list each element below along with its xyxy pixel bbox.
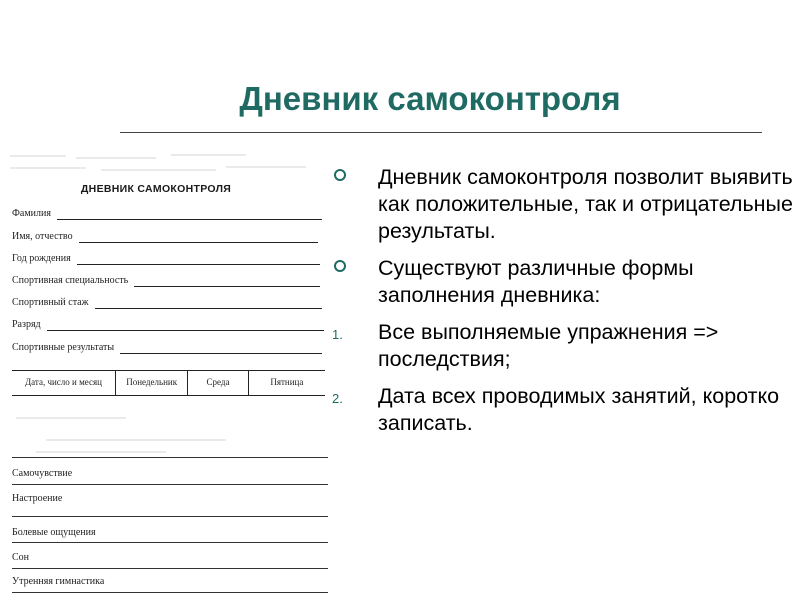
form-field-specialty — [12, 273, 320, 287]
table-header-date: Дата, число и месяц — [12, 371, 116, 395]
form-rule — [12, 457, 328, 458]
table-header-monday: Понедельник — [116, 371, 188, 395]
bullet-text: Все выполняемые упражнения => последствия; — [378, 320, 719, 371]
form-rule — [12, 568, 328, 569]
form-row-label: Самочувствие — [12, 468, 73, 479]
ring-bullet-icon — [334, 260, 346, 272]
form-field-label: Фамилия — [12, 208, 51, 219]
bullet-item — [330, 164, 795, 245]
form-rule — [12, 592, 328, 593]
form-field-line — [47, 319, 324, 331]
form-rule — [12, 516, 328, 517]
form-field-surname — [12, 206, 322, 220]
diary-table-header — [12, 370, 325, 396]
numbered-item — [330, 319, 795, 373]
bullet-item — [330, 255, 795, 309]
form-field-label: Спортивная специальность — [12, 275, 129, 286]
form-field-line — [57, 208, 322, 220]
form-row-label: Настроение — [12, 493, 63, 504]
form-row-label: Болевые ощущения — [12, 527, 96, 538]
table-header-friday: Пятница — [270, 377, 304, 387]
form-rule — [12, 484, 328, 485]
form-field-label: Спортивный стаж — [12, 297, 89, 308]
form-field-results — [12, 340, 322, 354]
diary-form-image — [6, 150, 328, 600]
form-field-experience — [12, 295, 322, 309]
form-field-line — [79, 231, 318, 243]
form-field-birth-year — [12, 251, 320, 265]
form-title: ДНЕВНИК САМОКОНТРОЛЯ — [80, 183, 232, 195]
form-row-label: Утренняя гимнастика — [12, 576, 105, 587]
form-row-label: Сон — [12, 552, 30, 563]
form-field-name — [12, 229, 318, 243]
form-field-label: Спортивные результаты — [12, 342, 115, 353]
ring-bullet-icon — [334, 169, 346, 181]
form-field-line — [77, 253, 320, 265]
form-field-label: Год рождения — [12, 253, 71, 264]
form-field-label: Имя, отчество — [12, 231, 73, 242]
form-field-line — [134, 275, 320, 287]
item-number: 1. — [332, 327, 343, 342]
slide-title: Дневник самоконтроля — [239, 80, 621, 117]
bullet-text: Дата всех проводимых занятий, коротко записать. — [378, 384, 780, 435]
bullet-text: Существуют различные формы заполнения дневника: — [378, 256, 694, 307]
item-number: 2. — [332, 391, 343, 406]
bullet-list — [330, 164, 795, 447]
title-divider — [120, 132, 762, 133]
form-field-line — [120, 342, 322, 354]
bullet-text: Дневник самоконтроля позволит выявить как положительные, так и отрицательные результаты. — [378, 165, 793, 243]
form-field-label: Разряд — [12, 319, 41, 330]
form-field-rank — [12, 317, 324, 331]
table-header-wednesday: Среда — [188, 371, 248, 395]
numbered-item — [330, 383, 795, 437]
form-field-line — [95, 297, 322, 309]
form-rule — [12, 542, 328, 543]
